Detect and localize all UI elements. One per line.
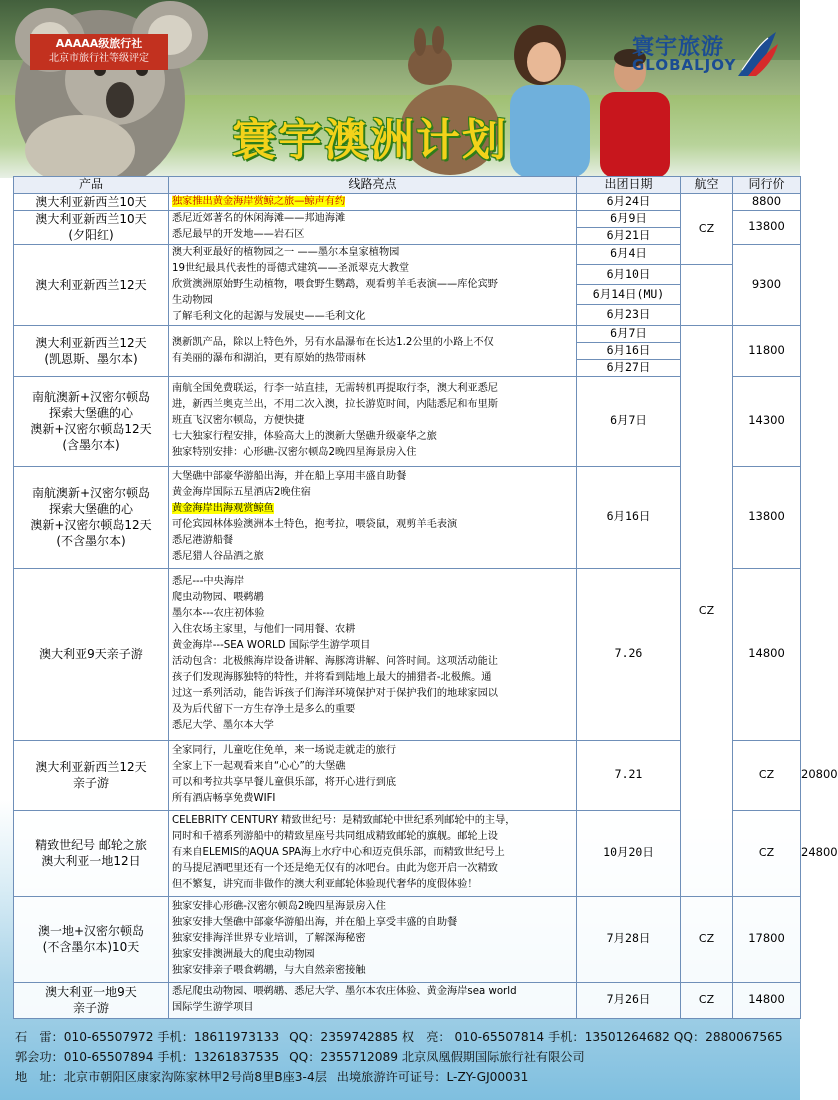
route-cell xyxy=(169,244,577,325)
header-price: 同行价 xyxy=(733,177,801,194)
header-airline: 航空 xyxy=(681,177,733,194)
footer-text: QQ：2355712089 北京凤凰假期国际旅行社有限公司 xyxy=(289,1050,585,1064)
date-cell: 6月10日 xyxy=(577,264,681,284)
date-cell: 6月9日 xyxy=(577,210,681,227)
price-cell: 13800 xyxy=(733,466,801,568)
product-line: (夕阳红) xyxy=(68,228,114,243)
product-line: 澳大利亚新西兰12天 xyxy=(35,760,147,775)
route-cell xyxy=(169,193,577,210)
footer-text: QQ：2359742885 权 亮： 010-65507814 手机：13501264682 QQ：2880067565 xyxy=(289,1030,783,1044)
date-cell: 6月23日 xyxy=(577,305,681,325)
route-line: 全家同行，儿童吃住免单，来一场说走就走的旅行 xyxy=(172,745,397,757)
price-cell: 8800 xyxy=(733,193,801,210)
page-title: 寰宇澳洲计划 xyxy=(232,115,508,166)
product-cell xyxy=(14,325,169,376)
product-cell xyxy=(14,810,169,896)
product-line: 亲子游 xyxy=(72,1001,109,1016)
table-row xyxy=(14,896,801,982)
route-line: 进，新西兰奥克兰出，不用二次入澳，拉长游览时间，内陆悉尼和布里斯 xyxy=(172,399,498,411)
route-cell xyxy=(169,896,577,982)
route-line: 有美丽的瀑布和湖泊，更有原始的热带雨林 xyxy=(172,352,366,364)
route-line: 黄金海岸国际五星酒店2晚住宿 xyxy=(172,487,311,499)
footer-row xyxy=(15,1047,795,1067)
route-cell xyxy=(169,376,577,466)
route-line: 独家安排海洋世界专业培训，了解深海秘密 xyxy=(172,933,366,945)
product-cell xyxy=(14,896,169,982)
date-cell: 6月16日 xyxy=(577,466,681,568)
product-cell xyxy=(14,466,169,568)
route-line: 独家安排澳洲最大的爬虫动物园 xyxy=(172,949,315,961)
product-line: 澳一地+汉密尔顿岛 xyxy=(37,924,145,939)
product-line: 南航澳新+汉密尔顿岛 xyxy=(31,390,151,405)
product-line: 精致世纪号 邮轮之旅 xyxy=(35,838,147,853)
date-cell: 10月20日 xyxy=(577,810,681,896)
route-line: 及为后代留下一方生存净土是多么的重要 xyxy=(172,704,356,716)
route-line: 爬虫动物园、喂鹈鹕 xyxy=(172,592,264,604)
route-line: 过这一系列活动，能告诉孩子们海洋环境保护对于保护我们的地球家园以 xyxy=(172,688,498,700)
route-line: 澳新凯产品，除以上特色外，另有水晶瀑布在长达1.2公里的小路上不仅 xyxy=(172,336,494,348)
header-route: 线路亮点 xyxy=(169,177,577,194)
product-cell xyxy=(14,376,169,466)
product-cell xyxy=(14,568,169,740)
rating-badge xyxy=(30,34,168,70)
product-line: 澳大利亚一地12日 xyxy=(41,854,141,869)
product-line: (凯恩斯、墨尔本) xyxy=(44,351,138,366)
header-date: 出团日期 xyxy=(577,177,681,194)
route-line: 悉尼最早的开发地——岩石区 xyxy=(172,229,305,241)
route-line: 欣赏澳洲原始野生动植物，喂食野生鹦鹉，观看剪羊毛表演——库伦宾野 xyxy=(172,278,498,290)
wing-logo-icon xyxy=(736,30,780,78)
product-line: (不含墨尔本)10天 xyxy=(42,940,140,955)
table-row xyxy=(14,193,801,210)
footer-text: 地 址：北京市朝阳区康家沟陈家林甲2号尚8里B座3-4层 xyxy=(15,1070,327,1084)
product-line: 南航澳新+汉密尔顿岛 xyxy=(31,486,151,501)
route-line: 悉尼大学、墨尔本大学 xyxy=(172,720,274,732)
product-line: 探索大堡礁的心 xyxy=(48,502,133,517)
table-row: 澳大利亚新西兰12天 亲子游 全家同行，儿童吃住免单，来一场说走就走的旅行 全家上下一起观看来自“心心”的大堡礁 可以和考拉共享早餐儿童俱乐部，将开心进行到底 所有酒店畅享免费WIFI 7.21 CZ 20800 xyxy=(14,740,801,810)
route-line: 独家安排亲子喂食鹈鹕，与大自然亲密接触 xyxy=(172,965,366,977)
date-cell: 7.21 xyxy=(577,740,681,810)
airline-cell: CZ xyxy=(733,810,801,896)
price-cell: 14800 xyxy=(733,568,801,740)
footer-text: 石 雷：010-65507972 手机：18611973133 xyxy=(15,1030,280,1044)
price-cell: 14300 xyxy=(733,376,801,466)
route-line: 全家上下一起观看来自“心心”的大堡礁 xyxy=(172,761,346,773)
table-row xyxy=(14,982,801,1018)
route-line: 有来自ELEMIS的AQUA SPA海上水疗中心和迈克俱乐部，而精致世纪号上 xyxy=(172,847,505,859)
route-line: 墨尔本---农庄初体验 xyxy=(172,608,265,620)
product-line: 澳大利亚新西兰12天 xyxy=(35,335,147,350)
route-line: 七大独家行程安排，体验高大上的澳新大堡礁升级豪华之旅 xyxy=(172,431,437,443)
product-line: 澳大利亚一地9天 xyxy=(45,985,137,1000)
airline-cell: CZ xyxy=(681,896,733,982)
route-line: 生动物园 xyxy=(172,294,213,306)
product-cell xyxy=(14,740,169,810)
route-highlight: 独家推出黄金海岸赏鲸之旅—鲸声有约 xyxy=(172,195,346,207)
header-product: 产品 xyxy=(14,177,169,194)
badge-line2: 北京市旅行社等级评定 xyxy=(49,53,149,64)
product-line: 澳大利亚新西兰10天 xyxy=(35,212,147,227)
route-line: 可伦宾园林体验澳洲本土特色，抱考拉，喂袋鼠，观剪羊毛表演 xyxy=(172,519,458,531)
airline-cell: CZ xyxy=(681,982,733,1018)
footer-text: 出境旅游许可证号：L-ZY-GJ00031 xyxy=(336,1070,529,1084)
route-line: 入住农场主家里，与他们一同用餐、农耕 xyxy=(172,624,356,636)
footer-text: 郭会功：010-65507894 手机：13261837535 xyxy=(15,1050,280,1064)
route-cell xyxy=(169,210,577,244)
route-line: 班直飞汉密尔顿岛，方便快捷 xyxy=(172,415,305,427)
route-line: 了解毛利文化的起源与发展史——毛利文化 xyxy=(172,310,366,322)
product-line: 澳大利亚新西兰10天 xyxy=(35,194,147,209)
route-line: 悉尼近郊著名的休闲海滩——邦迪海滩 xyxy=(172,213,346,225)
product-line: 澳大利亚9天亲子游 xyxy=(39,647,143,662)
tour-table xyxy=(13,176,838,1019)
product-line: 澳大利亚新西兰12天 xyxy=(35,277,147,292)
route-line: 但不繁复，讲究而非做作的澳大利亚邮轮体验现代奢华的度假体验！ xyxy=(172,879,478,891)
footer-row xyxy=(15,1027,795,1047)
product-line: (不含墨尔本) xyxy=(56,534,126,549)
route-line: CELEBRITY CENTURY 精致世纪号：是精致邮轮中世纪系列邮轮中的主导， xyxy=(172,815,516,827)
route-line: 所有酒店畅享免费WIFI xyxy=(172,793,276,805)
route-line: 悉尼猎人谷品酒之旅 xyxy=(172,551,264,563)
product-cell xyxy=(14,244,169,325)
route-highlight: 黄金海岸出海观赏鲸鱼 xyxy=(172,503,274,515)
product-line: (含墨尔本) xyxy=(62,438,120,453)
route-line: 同时和千禧系列游船中的精致星座号共同组成精致邮轮的旗舰。邮轮上设 xyxy=(172,831,498,843)
route-line: 的马提尼酒吧里还有一个还是绝无仅有的冰吧台。由此为您开启一次精致 xyxy=(172,863,498,875)
table-header-row xyxy=(14,177,801,194)
product-line: 探索大堡礁的心 xyxy=(48,406,133,421)
brand-cn: 寰宇旅游 xyxy=(632,35,725,60)
price-cell: 13800 xyxy=(733,210,801,244)
date-cell: 6月21日 xyxy=(577,227,681,244)
route-line: 国际学生游学项目 xyxy=(172,1002,254,1014)
airline-cell: CZ xyxy=(733,740,801,810)
date-cell: 7月26日 xyxy=(577,982,681,1018)
product-line: 澳新+汉密尔顿岛12天 xyxy=(30,422,152,437)
product-line: 亲子游 xyxy=(72,776,109,791)
table-row: 精致世纪号 邮轮之旅 澳大利亚一地12日 CELEBRITY CENTURY 精致世纪号：是精致邮轮中世纪系列邮轮中的主导， 同时和千禧系列游船中的精致星座号共同组成精致邮轮的旗舰。邮轮上设 有来自ELEMIS的AQUA SPA海上水疗中心和迈克俱乐部，而精致世纪号上 的马提尼酒吧里还有一个还是绝无仅有的冰吧台。由此为您开启一次精致 但不繁复，讲究而非做作的澳大利亚邮轮体验现代奢华的度假体验！ 10月20日 CZ 24800 xyxy=(14,810,801,896)
route-cell xyxy=(169,982,577,1018)
route-line: 黄金海岸---SEA WORLD 国际学生游学项目 xyxy=(172,640,371,652)
date-cell: 6月24日 xyxy=(577,193,681,210)
price-cell: 11800 xyxy=(733,325,801,376)
airline-cell: CZ xyxy=(681,193,733,264)
product-cell xyxy=(14,193,169,210)
route-line: 悉尼港游船餐 xyxy=(172,535,234,547)
badge-line1: AAAAA级旅行社 xyxy=(55,37,143,50)
route-line: 南航全国免费联运，行李一站直挂，无需转机再提取行李，澳大利亚悉尼 xyxy=(172,383,498,395)
route-line: 19世纪最具代表性的哥德式建筑——圣派翠克大教堂 xyxy=(172,262,410,274)
route-line: 孩子们发现海豚独特的特性，并将看到陆地上最大的捕猎者-北极熊。通 xyxy=(172,672,492,684)
table-row xyxy=(14,325,801,342)
route-line: 独家安排心形礁-汉密尔顿岛2晚四星海景房入住 xyxy=(172,901,386,913)
date-cell: 7月28日 xyxy=(577,896,681,982)
date-cell: 6月4日 xyxy=(577,244,681,264)
route-line: 悉尼---中央海岸 xyxy=(172,576,245,588)
brand-en: GLOBALJOY xyxy=(632,56,737,74)
contact-footer xyxy=(15,1027,795,1087)
route-cell xyxy=(169,810,577,896)
product-cell xyxy=(14,982,169,1018)
price-cell: 17800 xyxy=(733,896,801,982)
price-cell: 14800 xyxy=(733,982,801,1018)
route-line: 澳大利亚最好的植物园之一 ——墨尔本皇家植物园 xyxy=(172,246,400,258)
company-logo xyxy=(632,30,792,80)
date-cell: 7.26 xyxy=(577,568,681,740)
route-cell xyxy=(169,568,577,740)
date-cell: 6月7日 xyxy=(577,376,681,466)
date-cell: 6月7日 xyxy=(577,325,681,342)
price-cell: 9300 xyxy=(733,244,801,325)
date-cell: 6月16日 xyxy=(577,342,681,359)
footer-row xyxy=(15,1067,795,1087)
koala-photo xyxy=(20,0,220,178)
route-line: 悉尼爬虫动物园、喂鹈鹕、悉尼大学、墨尔本农庄体验、黄金海岸sea world xyxy=(172,986,517,998)
route-line: 独家安排大堡礁中部豪华游船出海，并在船上享受丰盛的自助餐 xyxy=(172,917,458,929)
airline-cell: CZ xyxy=(681,325,733,896)
date-cell: 6月27日 xyxy=(577,359,681,376)
date-cell: 6月14日(MU) xyxy=(577,285,681,305)
route-line: 可以和考拉共享早餐儿童俱乐部，将开心进行到底 xyxy=(172,777,397,789)
route-cell xyxy=(169,325,577,376)
route-cell xyxy=(169,740,577,810)
product-line: 澳新+汉密尔顿岛12天 xyxy=(30,518,152,533)
route-line: 独家特别安排：心形礁-汉密尔顿岛2晚四星海景房入住 xyxy=(172,447,417,459)
route-line: 大堡礁中部豪华游船出海，并在船上享用丰盛自助餐 xyxy=(172,471,407,483)
route-line: 活动包含：北极熊海岸设备讲解、海豚湾讲解、问答时间。这项活动能让 xyxy=(172,656,498,668)
route-cell xyxy=(169,466,577,568)
header-banner xyxy=(0,0,800,178)
product-cell xyxy=(14,210,169,244)
